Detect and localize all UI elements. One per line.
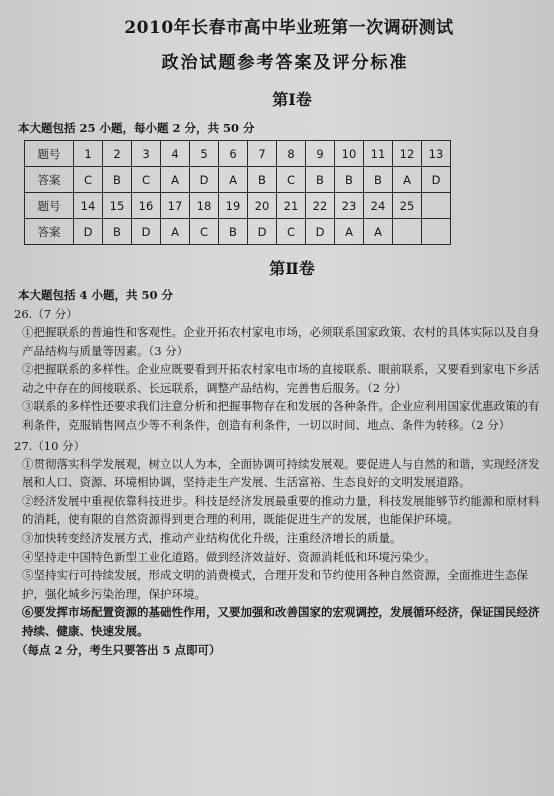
answer-point: ⑥要发挥市场配置资源的基础性作用，又要加强和改善国家的宏观调控，发展循环经济，保证国民经济持续、健康、快速发展。 — [22, 605, 540, 638]
answer-point: ①贯彻落实科学发展观，树立以人为本，全面协调可持续发展观。要促进人与自然的和谐，实现经济发展和人口、资源、环境相协调，坚持走生产发展、生活富裕、生态良好的文明发展道路。 — [22, 456, 540, 490]
part2-intro: 本大题包括 4 小题，共 50 分 — [18, 288, 174, 302]
question-number: 17 — [161, 193, 190, 219]
row-label-answer: 答案 — [25, 219, 74, 245]
answer-cell: B — [248, 167, 277, 193]
answer-cell — [422, 219, 451, 245]
question-number: 11 — [364, 141, 393, 167]
question-number: 21 — [277, 193, 306, 219]
answer-cell: D — [74, 219, 103, 245]
answer-cell: A — [219, 167, 248, 193]
scoring-note: （每点 2 分，考生只要答出 5 点即可） — [16, 642, 221, 657]
question-number: 10 — [335, 141, 364, 167]
answer-cell: B — [219, 219, 248, 245]
question-26-number: 26.（7 分） — [14, 307, 78, 321]
question-number: 14 — [74, 193, 103, 219]
question-number: 20 — [248, 193, 277, 219]
document-title: 2010年长春市高中毕业班第一次调研测试 — [124, 18, 454, 38]
row-label-question: 题号 — [25, 141, 74, 167]
answer-point: ⑤坚持实行可持续发展，形成文明的消费模式，合理开发和节约使用各种自然资源，全面推进生态保护，强化城乡污染治理，保护环境。 — [22, 568, 528, 601]
answer-cell: B — [103, 219, 132, 245]
question-number: 5 — [190, 141, 219, 167]
answer-cell: B — [306, 167, 335, 193]
answer-point: ③加快转变经济发展方式，推动产业结构优化升级，注重经济增长的质量。 — [22, 530, 402, 545]
answer-point: ③联系的多样性还要求我们注意分析和把握事物存在和发展的各种条件。企业应利用国家优惠政策的有利条件，克服销售网点少等不利条件，创造有利条件，一切以时间、地点、条件为转移。（2 分） — [22, 399, 540, 432]
row-label-answer: 答案 — [25, 167, 74, 193]
question-27-number: 27.（10 分） — [14, 438, 86, 453]
question-number: 22 — [306, 193, 335, 219]
answer-point: ④坚持走中国特色新型工业化道路。做到经济效益好、资源消耗低和环境污染少。 — [22, 549, 436, 564]
question-number: 6 — [219, 141, 248, 167]
answer-cell: A — [335, 219, 364, 245]
question-number: 13 — [422, 141, 451, 167]
table-row — [25, 167, 451, 193]
answer-cell: B — [335, 167, 364, 193]
answer-cell: D — [190, 167, 219, 193]
question-number: 3 — [132, 141, 161, 167]
answer-point: ②把握联系的多样性。企业应既要看到开拓农村家电市场的直接联系、眼前联系，又要看到家电下乡活动之中存在的间接联系、长远联系，调整产品结构，完善售后服务。（2 分） — [22, 362, 540, 395]
answer-cell: D — [306, 219, 335, 245]
question-number: 15 — [103, 193, 132, 219]
question-number: 12 — [393, 141, 422, 167]
question-26-answer — [22, 323, 542, 435]
answer-cell: C — [190, 219, 219, 245]
question-number: 18 — [190, 193, 219, 219]
part1-intro: 本大题包括 25 小题，每小题 2 分，共 50 分 — [18, 121, 255, 135]
answer-cell: D — [132, 219, 161, 245]
answer-point: ②经济发展中重视依靠科技进步。科技是经济发展最重要的推动力量，科技发展能够节约能源和原材料的消耗，使有限的自然资源得到更合理的利用，既能促进生产的发展，也能保护环境。 — [22, 493, 540, 527]
answer-cell: D — [422, 167, 451, 193]
part1-heading: 第Ⅰ卷 — [272, 90, 312, 109]
answer-cell: A — [364, 219, 393, 245]
part2-heading: 第Ⅱ卷 — [269, 259, 315, 278]
table-row — [25, 219, 451, 245]
answer-cell: C — [74, 167, 103, 193]
question-number: 7 — [248, 141, 277, 167]
answer-cell: A — [161, 219, 190, 245]
answer-cell: B — [364, 167, 393, 193]
question-number: 2 — [103, 141, 132, 167]
question-number: 4 — [161, 141, 190, 167]
question-number — [422, 193, 451, 219]
answer-cell — [393, 219, 422, 245]
question-number: 24 — [364, 193, 393, 219]
question-number: 9 — [306, 141, 335, 167]
answer-cell: A — [393, 167, 422, 193]
answer-cell: D — [248, 219, 277, 245]
answer-cell: A — [161, 167, 190, 193]
question-number: 16 — [132, 193, 161, 219]
answer-point: ①把握联系的普遍性和客观性。企业开拓农村家电市场，必须联系国家政策、农村的具体实际以及自身产品结构与质量等因素。（3 分） — [22, 325, 540, 358]
table-row — [25, 141, 451, 167]
question-number: 1 — [74, 141, 103, 167]
answer-table — [24, 140, 451, 245]
answer-cell: C — [277, 219, 306, 245]
document-subtitle: 政治试题参考答案及评分标准 — [161, 53, 409, 73]
row-label-question: 题号 — [25, 193, 74, 219]
answer-cell: C — [277, 167, 306, 193]
question-number: 19 — [219, 193, 248, 219]
question-number: 25 — [393, 193, 422, 219]
answer-cell: C — [132, 167, 161, 193]
table-row — [25, 193, 451, 219]
question-27-answer — [22, 455, 542, 641]
question-number: 8 — [277, 141, 306, 167]
question-number: 23 — [335, 193, 364, 219]
answer-cell: B — [103, 167, 132, 193]
